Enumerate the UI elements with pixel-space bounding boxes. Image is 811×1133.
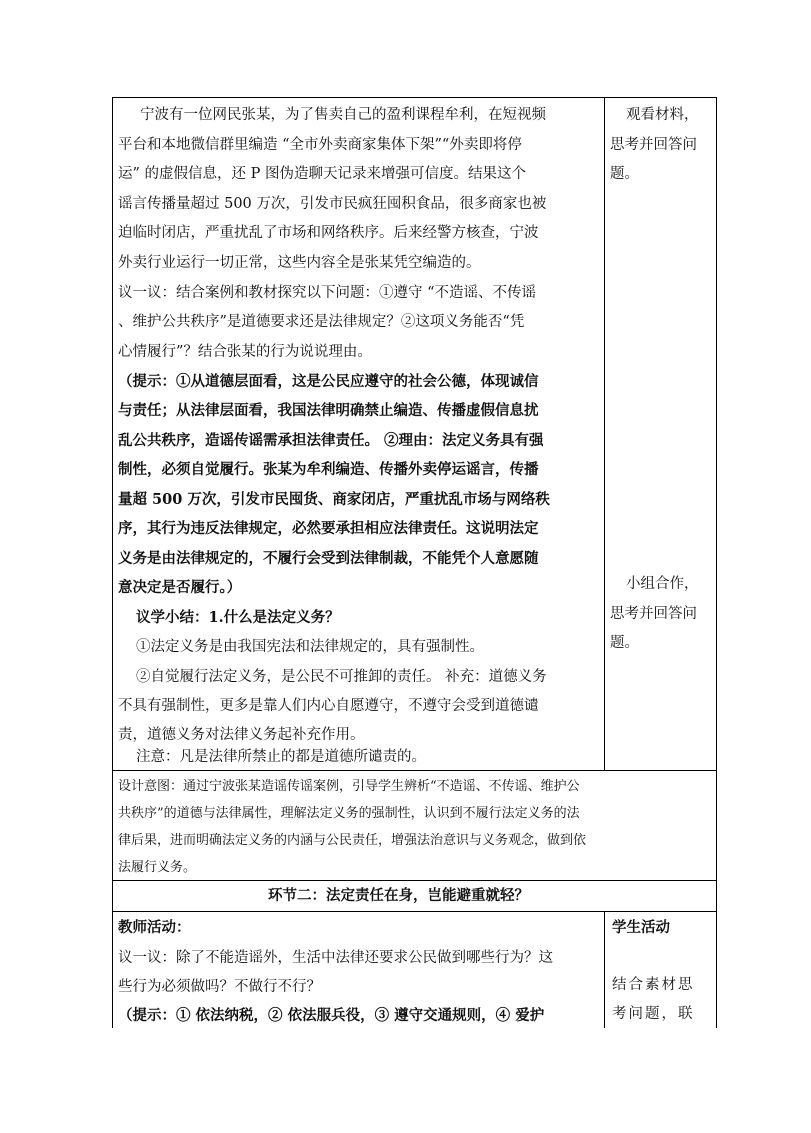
teacher-heading: 教师活动： [118,919,191,936]
table-border-right [716,97,717,1028]
design-line: 法履行义务。 [118,860,197,875]
hint-line: 序，其行为违反法律规定，必然要承担相应法律责任。这说明法定 [118,520,539,537]
case-line: 平台和本地微信群里编造 “全市外卖商家集体下架”“外卖即将停 [118,137,522,153]
hint-line: 与责任；从法律层面看，我国法律明确禁止编造、传播虚假信息扰 [118,402,539,419]
hint-line: 制性，必须自觉履行。张某为牟利编造、传播外卖停运谣言，传播 [118,461,539,478]
student-line: 考问题，联 [612,1006,695,1022]
column-divider-lower [604,911,605,1028]
design-line: 设计意图：通过宁波张某造谣传谣案例，引导学生辨析“不造谣、不传谣、维护公 [118,779,580,794]
summary-title: 议学小结：1.什么是法定义务？ [136,609,340,626]
case-line: 谣言传播量超过 500 万次，引发市民疯狂囤积食品，很多商家也被 [118,196,547,212]
design-line: 共秩序”的道德与法律属性，理解法定义务的强制性，认识到不履行法定义务的法 [118,806,580,821]
summary-line: ②自觉履行法定义务，是公民不可推卸的责任。 补充：道德义务 [136,669,547,685]
right-column-line: 思考并回答问 [610,137,697,153]
right-column-line: 题。 [610,166,639,182]
summary-note: 注意：凡是法律所禁止的都是道德所谴责的。 [136,749,426,765]
column-divider-upper [604,97,605,770]
design-line: 律后果，进而明确法定义务的内涵与公民责任，增强法治意识与义务观念，做到依 [118,833,587,848]
case-line: 运” 的虚假信息，还 P 图伪造聊天记录来增强可信度。结果这个 [118,166,526,182]
case-line: 迫临时闭店，严重扰乱了市场和网络秩序。后来经警方核查，宁波 [118,225,539,241]
right-column-line: 思考并回答问 [610,606,697,622]
discussion-line: 心情履行”？结合张某的行为说说理由。 [118,344,372,360]
table-border-left [112,97,113,1028]
summary-line: 不具有强制性，更多是靠人们内心自愿遵守，不遵守会受到道德谴 [118,698,539,714]
teacher-discussion-line: 些行为必须做吗？不做行不行？ [118,979,321,995]
summary-line: ①法定义务是由我国宪法和法律规定的，具有强制性。 [136,639,484,655]
hint-line: 乱公共秩序，造谣传谣需承担法律责任。 ②理由：法定义务具有强 [118,432,544,449]
case-line: 宁波有一位网民张某，为了售卖自己的盈利课程牟利，在短视频 [140,107,546,123]
student-line: 结合素材思 [612,977,695,993]
right-column-line: 小组合作， [626,576,699,592]
section-title: 环节二：法定责任在身，岂能避重就轻？ [268,887,529,904]
student-heading: 学生活动 [612,919,670,936]
hint-line: 义务是由法律规定的，不履行会受到法律制裁，不能凭个人意愿随 [118,550,539,567]
right-column-line: 观看材料， [626,107,699,123]
teacher-hint-line: （提示：① 依法纳税，② 依法服兵役，③ 遵守交通规则，④ 爱护 [118,1007,545,1024]
summary-line: 责，道德义务对法律义务起补充作用。 [118,727,365,743]
teacher-discussion-line: 议一议：除了不能造谣外，生活中法律还要求公民做到哪些行为？这 [118,950,553,966]
hint-line: 意决定是否履行。） [118,579,242,596]
hint-line: 量超 500 万次，引发市民囤货、商家闭店，严重扰乱市场与网络秩 [118,491,550,508]
discussion-line: 、维护公共秩序”是道德要求还是法律规定？②这项义务能否“凭 [118,314,525,330]
case-line: 外卖行业运行一切正常，这些内容全是张某凭空编造的。 [118,255,481,271]
row-border-section2-bottom [112,911,717,912]
hint-line: （提示：①从道德层面看，这是公民应遵守的社会公德，体现诚信 [118,373,539,390]
row-border-top [112,97,717,98]
discussion-line: 议一议：结合案例和教材探究以下问题：①遵守 “不造谣、不传谣 [118,285,537,301]
right-column-line: 题。 [610,635,639,651]
